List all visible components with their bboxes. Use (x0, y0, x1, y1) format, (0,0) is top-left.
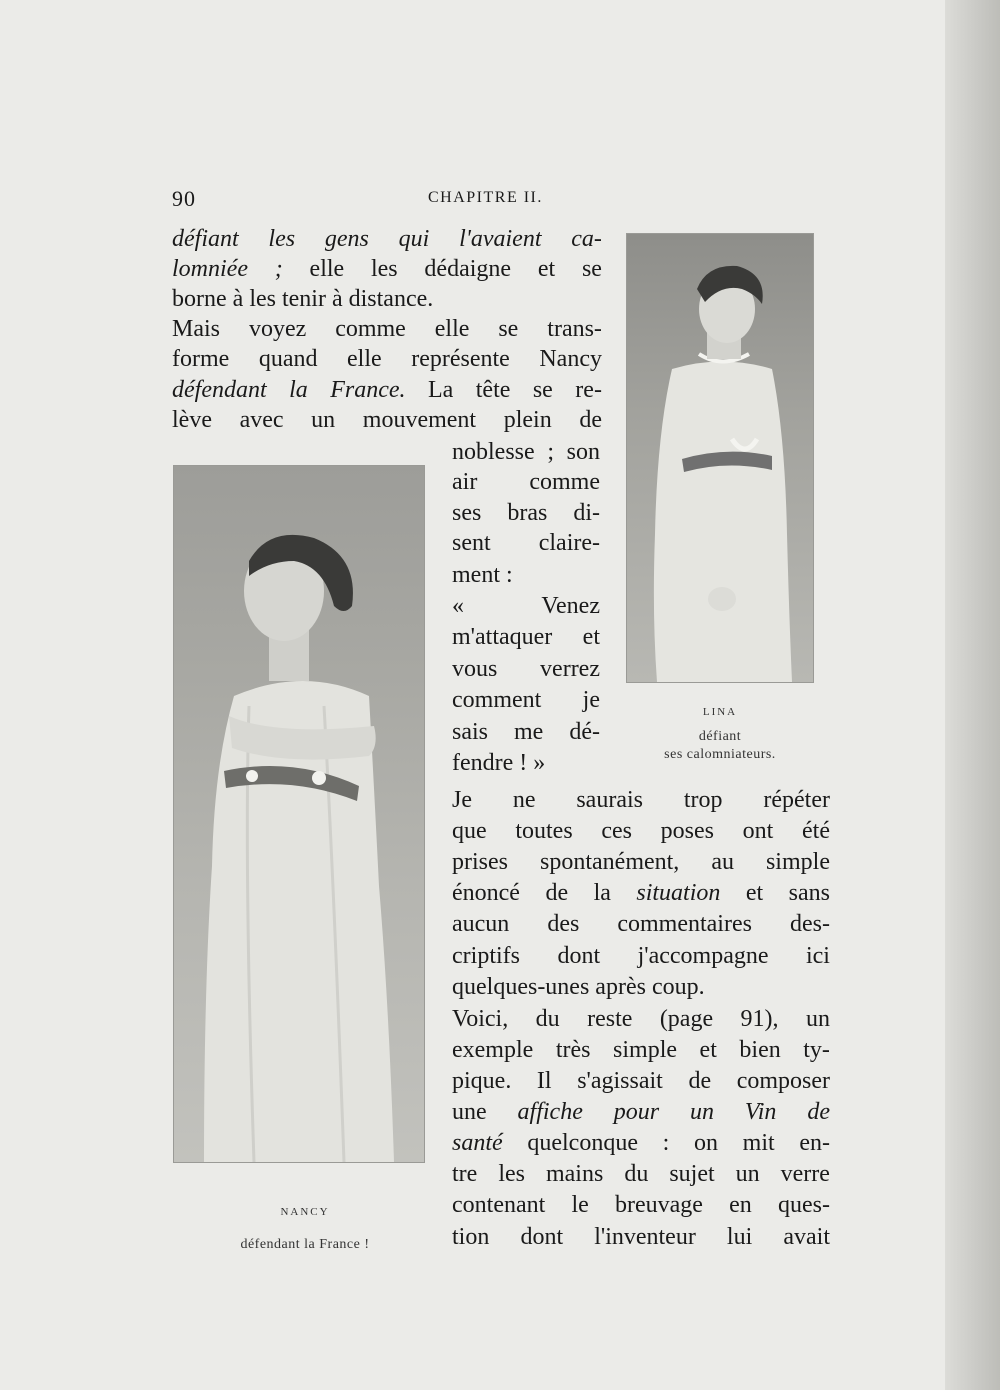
text-line (452, 467, 600, 497)
word: les (370, 256, 398, 282)
word: criptifs (452, 943, 520, 969)
word: la (289, 377, 308, 403)
photo-lina (626, 233, 814, 683)
word: très (555, 1037, 591, 1063)
word: reste (587, 1006, 633, 1032)
word: mains (545, 1161, 604, 1187)
word: comme (529, 469, 600, 495)
word: ne (512, 787, 536, 813)
word: me (514, 719, 544, 745)
word: m'attaquer (452, 624, 553, 650)
word: tre (452, 1161, 478, 1187)
text-line (452, 437, 600, 467)
word: ont (742, 818, 774, 844)
word: que (452, 818, 487, 844)
word: situation (636, 880, 721, 906)
word: les (498, 1161, 525, 1187)
word: affiche (517, 1099, 583, 1125)
word: un (311, 407, 336, 433)
word: de (688, 1068, 712, 1094)
text-line (452, 1128, 830, 1158)
text-line (452, 748, 545, 778)
word: Mais (172, 316, 220, 342)
word: verrez (540, 656, 600, 682)
word: et (745, 880, 764, 906)
word: (page (659, 1006, 714, 1032)
word: ques- (777, 1192, 830, 1218)
word: quelques-unes (452, 974, 596, 1000)
text-line (452, 1190, 830, 1220)
word: ty- (803, 1037, 830, 1063)
word: été (802, 818, 830, 844)
word: pour (613, 1099, 660, 1125)
word: contenant (452, 1192, 546, 1218)
word: du (535, 1006, 560, 1032)
word: Vin (744, 1099, 777, 1125)
word: se (581, 256, 602, 282)
word: air (452, 469, 478, 495)
text-line (452, 878, 830, 908)
text-line (172, 314, 602, 344)
word: vous (452, 656, 498, 682)
word: lui (726, 1224, 753, 1250)
word: distance. (348, 286, 434, 312)
word: ici (805, 943, 830, 969)
word: avec (239, 407, 284, 433)
word: dont (557, 943, 601, 969)
word: dé- (569, 719, 600, 745)
word: elle (309, 256, 345, 282)
text-line (172, 405, 602, 435)
word: aucun (452, 911, 510, 937)
text-line (452, 685, 600, 715)
word: après (595, 974, 652, 1000)
word: coup. (651, 974, 705, 1000)
text-line (452, 591, 600, 621)
text-line (452, 847, 830, 877)
word: sans (788, 880, 830, 906)
word: quelconque (527, 1130, 638, 1156)
text-line (452, 1097, 830, 1127)
word: dont (520, 1224, 564, 1250)
word: énoncé (452, 880, 520, 906)
word: qui (398, 226, 430, 252)
word: Nancy (539, 346, 602, 372)
word: la (593, 880, 611, 906)
word: et (699, 1037, 717, 1063)
word: 91), (740, 1006, 779, 1032)
word: et (582, 624, 600, 650)
word: comment (452, 687, 542, 713)
word: ment (452, 562, 506, 588)
word: La (427, 377, 454, 403)
word: Je (452, 787, 472, 813)
word: forme (172, 346, 230, 372)
word: plein (503, 407, 552, 433)
word: di- (573, 500, 600, 526)
word: spontanément, (540, 849, 680, 875)
word: elle (347, 346, 382, 372)
word: on (693, 1130, 718, 1156)
word: saurais (576, 787, 643, 813)
word: tête (475, 377, 511, 403)
word: lomniée (172, 256, 248, 282)
word: tenir (281, 286, 332, 312)
word: au (711, 849, 734, 875)
word: trop (683, 787, 723, 813)
word: Venez (541, 593, 600, 619)
text-line (452, 1222, 830, 1252)
text-line (452, 785, 830, 815)
word: son (566, 439, 600, 465)
word: voyez (248, 316, 307, 342)
caption-lina-description-1: défiant (698, 729, 742, 744)
word: des- (789, 911, 830, 937)
word: claire- (538, 530, 600, 556)
word: elle (434, 316, 470, 342)
word: les (268, 226, 296, 252)
word: et (537, 256, 556, 282)
word: à (331, 286, 349, 312)
word: à (232, 286, 250, 312)
word: en- (799, 1130, 830, 1156)
word: sent (452, 530, 491, 556)
word: bien (739, 1037, 781, 1063)
word: exemple (452, 1037, 534, 1063)
text-line (452, 717, 600, 747)
text-line (172, 344, 602, 374)
word: des (547, 911, 580, 937)
page-number: 90 (172, 186, 196, 211)
word: le (571, 1192, 589, 1218)
word: en (729, 1192, 752, 1218)
word: du (624, 1161, 649, 1187)
word: de (579, 407, 602, 433)
word: noblesse (452, 439, 535, 465)
page-header (172, 186, 572, 212)
text-line (452, 1004, 830, 1034)
word: pique. (452, 1068, 512, 1094)
word: se (532, 377, 553, 403)
text-line (452, 941, 830, 971)
word: verre (780, 1161, 830, 1187)
text-line (172, 254, 602, 284)
word: ca- (571, 226, 602, 252)
word: sujet (669, 1161, 715, 1187)
word: France. (330, 377, 406, 403)
word: simple (613, 1037, 678, 1063)
word: un (805, 1006, 830, 1032)
word: un (689, 1099, 714, 1125)
text-line (452, 816, 830, 846)
text-line (452, 1159, 830, 1189)
word: un (735, 1161, 760, 1187)
text-line (452, 1066, 830, 1096)
word: poses (660, 818, 714, 844)
text-line (452, 909, 830, 939)
word: composer (736, 1068, 830, 1094)
word: de (545, 880, 569, 906)
text-line (452, 560, 513, 590)
word: lève (172, 407, 212, 433)
word: simple (765, 849, 830, 875)
word: j'accompagne (637, 943, 769, 969)
word: mouvement (362, 407, 477, 433)
word: ses (452, 500, 482, 526)
word: de (807, 1099, 830, 1125)
word: fendre (452, 750, 520, 776)
word: toutes (515, 818, 573, 844)
caption-nancy-name: NANCY (280, 1206, 330, 1218)
word: avait (783, 1224, 830, 1250)
word: ; (274, 256, 283, 282)
caption-lina-name: LINA (702, 706, 738, 718)
word: trans- (547, 316, 602, 342)
word: commentaires (617, 911, 752, 937)
word: tion (452, 1224, 490, 1250)
text-line (452, 622, 600, 652)
word: se (498, 316, 519, 342)
word: l'inventeur (594, 1224, 696, 1250)
word: Il (536, 1068, 552, 1094)
word: une (452, 1099, 487, 1125)
word: ; (547, 439, 554, 465)
text-line (452, 654, 600, 684)
word: je (582, 687, 600, 713)
caption-nancy-description: défendant la France ! (240, 1237, 370, 1252)
word: quand (258, 346, 318, 372)
caption-lina-description-2: ses calomniateurs. (664, 747, 776, 762)
word: ! (519, 750, 534, 776)
word: ces (601, 818, 632, 844)
word: les (249, 286, 282, 312)
text-line (172, 375, 602, 405)
word: borne (172, 286, 233, 312)
text-line (452, 1035, 830, 1065)
word: sais (452, 719, 488, 745)
word: gens (324, 226, 369, 252)
text-line (452, 972, 705, 1002)
word: répéter (763, 787, 830, 813)
word: » (533, 750, 546, 776)
word: santé (452, 1130, 503, 1156)
word: Voici, (452, 1006, 509, 1032)
word: l'avaient (459, 226, 542, 252)
word: « (452, 593, 464, 619)
word: re- (575, 377, 602, 403)
word: breuvage (615, 1192, 703, 1218)
text-line (452, 498, 600, 528)
word: : (662, 1130, 670, 1156)
word: mit (742, 1130, 775, 1156)
text-line (172, 224, 602, 254)
word: dédaigne (424, 256, 512, 282)
word: s'agissait (577, 1068, 663, 1094)
word: défiant (172, 226, 239, 252)
page-edge (945, 0, 1000, 1390)
word: bras (507, 500, 548, 526)
running-title: CHAPITRE II. (428, 189, 543, 206)
word: : (506, 562, 513, 588)
photo-nancy (173, 465, 425, 1163)
text-line (452, 528, 600, 558)
text-line (172, 284, 433, 314)
word: comme (335, 316, 406, 342)
word: défendant (172, 377, 267, 403)
word: représente (411, 346, 510, 372)
word: prises (452, 849, 508, 875)
